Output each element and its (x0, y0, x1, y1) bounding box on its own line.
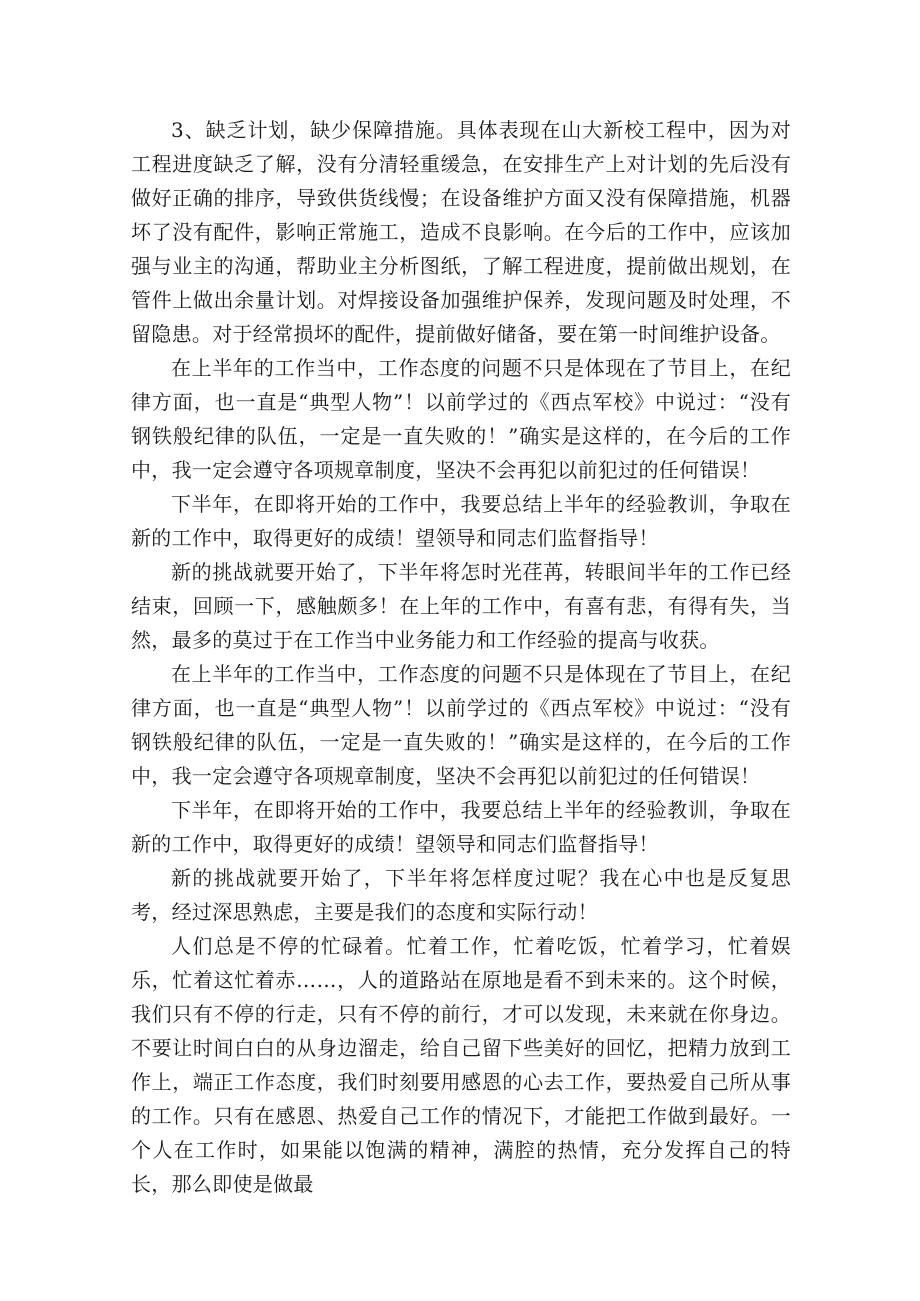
paragraph: 3、缺乏计划，缺少保障措施。具体表现在山大新校工程中，因为对工程进度缺乏了解，没有分清轻重缓急，在安排生产上对计划的先后没有做好正确的排序，导致供货线慢；在设备维护方面又没有保障措施，机器坏了没有配件，影响正常施工，造成不良影响。在今后的工作中，应该加强与业主的沟通，帮助业主分析图纸，了解工程进度，提前做出规划，在管件上做出余量计划。对焊接设备加强维护保养，发现问题及时处理，不留隐患。对于经常损坏的配件，提前做好储备，要在第一时间维护设备。 (131, 118, 791, 346)
paragraph: 下半年，在即将开始的工作中，我要总结上半年的经验教训，争取在新的工作中，取得更好的成绩！望领导和同志们监督指导！ (131, 492, 791, 550)
paragraph: 新的挑战就要开始了，下半年将怎时光荏苒，转眼间半年的工作已经结束，回顾一下，感触颇多！在上年的工作中，有喜有悲，有得有失，当然，最多的莫过于在工作当中业务能力和工作经验的提高与收获。 (131, 560, 791, 652)
paragraph: 人们总是不停的忙碌着。忙着工作，忙着吃饭，忙着学习，忙着娱乐，忙着这忙着赤……，人的道路站在原地是看不到未来的。这个时候，我们只有不停的行走，只有不停的前行，才可以发现，未来就在你身边。不要让时间白白的从身边溜走，给自己留下些美好的回忆，把精力放到工作上，端正工作态度，我们时刻要用感恩的心去工作，要热爱自己所从事的工作。只有在感恩、热爱自己工作的情况下，才能把工作做到最好。一个人在工作时，如果能以饱满的精神，满腔的热情，充分发挥自己的特长，那么即使是做最 (131, 934, 791, 1196)
paragraph: 在上半年的工作当中，工作态度的问题不只是体现在了节目上，在纪律方面，也一直是“典型人物”！以前学过的《西点军校》中说过：“没有钢铁般纪律的队伍，一定是一直失败的！”确实是这样的，在今后的工作中，我一定会遵守各项规章制度，坚决不会再犯以前犯过的任何错误！ (131, 662, 791, 788)
paragraph: 在上半年的工作当中，工作态度的问题不只是体现在了节目上，在纪律方面，也一直是“典型人物”！以前学过的《西点军校》中说过：“没有钢铁般纪律的队伍，一定是一直失败的！”确实是这样的，在今后的工作中，我一定会遵守各项规章制度，坚决不会再犯以前犯过的任何错误！ (131, 356, 791, 482)
paragraph: 下半年，在即将开始的工作中，我要总结上半年的经验教训，争取在新的工作中，取得更好的成绩！望领导和同志们监督指导！ (131, 798, 791, 856)
paragraph: 新的挑战就要开始了，下半年将怎样度过呢？我在心中也是反复思考，经过深思熟虑，主要是我们的态度和实际行动！ (131, 866, 791, 924)
document-body (131, 113, 791, 1201)
